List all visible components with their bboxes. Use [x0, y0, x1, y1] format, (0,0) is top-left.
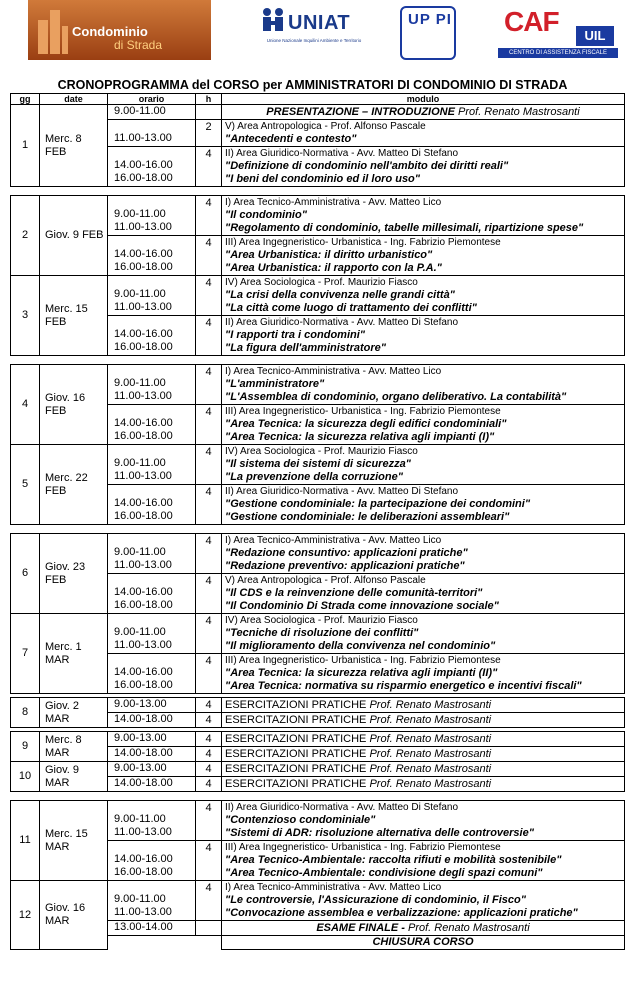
session-times: [108, 801, 196, 841]
session-time: 16.00-18.00: [114, 341, 173, 353]
logo-bar: [0, 0, 625, 64]
module-cell: [222, 120, 625, 147]
session-time: 14.00-18.00: [108, 747, 196, 762]
day-number: 3: [11, 276, 40, 356]
session-time: 11.00-13.00: [114, 470, 172, 482]
session-time: 16.00-18.00: [114, 510, 173, 522]
building-icon: [38, 6, 68, 54]
header-h: h: [196, 94, 222, 105]
pratiche-module: [222, 747, 625, 762]
table-row: [11, 105, 625, 120]
module-topic: "La figura dell'amministratore": [225, 342, 386, 354]
schedule-body: [11, 105, 625, 950]
module-cell: [222, 316, 625, 356]
exam-hours: [196, 921, 222, 936]
module-area: IV) Area Sociologica - Prof. Maurizio Fiasco: [225, 615, 418, 626]
session-time: 14.00-16.00: [114, 417, 173, 429]
session-time: 11.00-13.00: [114, 906, 172, 918]
pratiche-module: [222, 777, 625, 792]
session-times: [108, 485, 196, 525]
session-hours: 4: [196, 713, 222, 728]
session-time: 9.00-11.00: [114, 813, 166, 825]
session-times: [108, 574, 196, 614]
session-hours: 4: [196, 732, 222, 747]
module-topic: "Il miglioramento della convivenza nel condominio": [225, 640, 496, 652]
module-area: IV) Area Sociologica - Prof. Maurizio Fiasco: [225, 446, 418, 457]
closing-title: CHIUSURA CORSO: [372, 936, 474, 948]
pratiche-professor: Prof. Renato Mastrosanti: [369, 778, 492, 790]
module-topic: "Il Condominio Di Strada come innovazione sociale": [225, 600, 499, 612]
session-time: 9.00-11.00: [108, 105, 196, 120]
session-times: [108, 654, 196, 694]
pratiche-module: [222, 732, 625, 747]
module-cell: [222, 147, 625, 187]
module-cell: [222, 614, 625, 654]
day-date: Giov. 23 FEB: [40, 534, 108, 614]
module-area: II) Area Giuridico-Normativa - Avv. Matteo Di Stefano: [225, 317, 459, 328]
module-cell: [222, 196, 625, 236]
pratiche-title: ESERCITAZIONI PRATICHE: [225, 778, 367, 790]
session-time: 14.00-16.00: [114, 586, 173, 598]
module-topic: "Regolamento di condominio, tabelle millesimali, ripartizione spese": [225, 222, 584, 234]
module-cell: [222, 405, 625, 445]
session-time: 9.00-11.00: [114, 457, 166, 469]
session-time: 9.00-11.00: [114, 208, 166, 220]
day-date: Merc. 15 FEB: [40, 276, 108, 356]
day-date: Merc. 1 MAR: [40, 614, 108, 694]
session-hours: 4: [196, 316, 222, 356]
header-gg: gg: [11, 94, 40, 105]
exam-professor: Prof. Renato Mastrosanti: [408, 921, 530, 934]
session-hours: 4: [196, 747, 222, 762]
module-topic: "Area Tecnico-Ambientale: raccolta rifiuti e mobilità sostenibile": [225, 854, 562, 866]
table-row: [11, 732, 625, 747]
module-area: IV) Area Sociologica - Prof. Maurizio Fiasco: [225, 277, 418, 288]
session-time: 11.00-13.00: [114, 132, 172, 144]
day-date: Giov. 9 FEB: [40, 196, 108, 276]
session-time: 14.00-18.00: [108, 777, 196, 792]
table-row: [11, 698, 625, 713]
session-times: [108, 236, 196, 276]
uniat-logo: [258, 4, 368, 56]
session-hours: 4: [196, 534, 222, 574]
module-cell: [222, 574, 625, 614]
session-hours: 4: [196, 276, 222, 316]
module-topic: "L'amministratore": [225, 378, 325, 390]
module-topic: "Sistemi di ADR: risoluzione alternativa delle controversie": [225, 827, 534, 839]
module-area: I) Area Tecnico-Amministrativa - Avv. Matteo Lico: [225, 882, 442, 893]
session-hours: 4: [196, 365, 222, 405]
session-time: 11.00-13.00: [114, 559, 172, 571]
session-times: [108, 196, 196, 236]
intro-professor: Prof. Renato Mastrosanti: [458, 105, 580, 118]
day-number: 7: [11, 614, 40, 694]
day-number: 4: [11, 365, 40, 445]
pratiche-professor: Prof. Renato Mastrosanti: [369, 699, 492, 711]
module-topic: "La prevenzione della corruzione": [225, 471, 403, 483]
day-number: 8: [11, 698, 40, 728]
uniat-logo-sub: Unione Nazionale Inquilini Ambiente e Territorio: [266, 38, 362, 43]
session-hours: 4: [196, 614, 222, 654]
module-topic: "I rapporti tra i condomini": [225, 329, 365, 341]
module-topic: "L'Assemblea di condominio, organo deliberativo. La contabilità": [225, 391, 567, 403]
day-date: Merc. 15 MAR: [40, 801, 108, 881]
module-topic: "Il condominio": [225, 209, 307, 221]
table-row: [11, 196, 625, 236]
session-hours: 4: [196, 196, 222, 236]
session-time: 14.00-16.00: [114, 853, 173, 865]
session-hours: 4: [196, 147, 222, 187]
header-orario: orario: [108, 94, 196, 105]
module-topic: "Area Urbanistica: il diritto urbanistico": [225, 249, 433, 261]
session-time: 9.00-11.00: [114, 288, 166, 300]
session-time: 16.00-18.00: [114, 430, 173, 442]
pratiche-professor: Prof. Renato Mastrosanti: [369, 763, 492, 775]
module-topic: "Area Urbanistica: il rapporto con la P.A.": [225, 262, 442, 274]
uil-logo-text: UIL: [576, 26, 614, 46]
session-time: 9.00-11.00: [114, 626, 166, 638]
pratiche-title: ESERCITAZIONI PRATICHE: [225, 733, 367, 745]
session-time: 9.00-13.00: [108, 762, 196, 777]
pratiche-professor: Prof. Renato Mastrosanti: [369, 748, 492, 760]
table-row: [11, 614, 625, 654]
table-header-row: [11, 94, 625, 105]
pratiche-module: [222, 762, 625, 777]
page-title: CRONOPROGRAMMA del CORSO per AMMINISTRATORI DI CONDOMINIO DI STRADA: [57, 78, 568, 92]
intro-module: [222, 105, 625, 120]
session-times: [108, 365, 196, 405]
session-times: [108, 445, 196, 485]
module-topic: "Contenzioso condominiale": [225, 814, 376, 826]
house-icon: [260, 6, 286, 32]
session-time: 11.00-13.00: [114, 390, 172, 402]
module-topic: "Area Tecnica: normativa su risparmio energetico e incentivi fiscali": [225, 680, 582, 692]
caf-uil-logo: [498, 6, 620, 60]
module-area: II) Area Giuridico-Normativa - Avv. Matteo Di Stefano: [225, 486, 459, 497]
session-hours: 2: [196, 120, 222, 147]
uppi-logo: [400, 6, 456, 60]
module-area: III) Area Ingegneristico- Urbanistica - Ing. Fabrizio Piemontese: [225, 655, 501, 666]
session-times: [108, 316, 196, 356]
caf-logo-sub: CENTRO DI ASSISTENZA FISCALE: [498, 48, 618, 58]
condominio-di-strada-logo: [28, 0, 211, 60]
module-cell: [222, 654, 625, 694]
day-date: Giov. 9 MAR: [40, 762, 108, 792]
table-row: [11, 445, 625, 485]
module-area: III) Area Ingegneristico- Urbanistica - Ing. Fabrizio Piemontese: [225, 237, 501, 248]
session-time: 11.00-13.00: [114, 301, 172, 313]
session-hours: 4: [196, 801, 222, 841]
session-hours: 4: [196, 445, 222, 485]
table-row: [11, 881, 625, 921]
day-date: Giov. 16 FEB: [40, 365, 108, 445]
session-times: [108, 841, 196, 881]
session-time: 14.00-18.00: [108, 713, 196, 728]
intro-title: PRESENTAZIONE – INTRODUZIONE: [266, 105, 455, 118]
session-hours: 4: [196, 236, 222, 276]
session-hours: 4: [196, 485, 222, 525]
module-cell: [222, 365, 625, 405]
module-topic: "Il CDS e la reinvenzione delle comunità-territori": [225, 587, 483, 599]
module-cell: [222, 276, 625, 316]
day-number: 2: [11, 196, 40, 276]
pratiche-module: [222, 698, 625, 713]
module-topic: "Redazione preventivo: applicazioni pratiche": [225, 560, 465, 572]
module-area: II) Area Giuridico-Normativa - Avv. Matteo Di Stefano: [225, 802, 459, 813]
day-date: Merc. 8 MAR: [40, 732, 108, 762]
day-number: 12: [11, 881, 40, 950]
day-number: 5: [11, 445, 40, 525]
session-time: 9.00-13.00: [108, 698, 196, 713]
session-hours: 4: [196, 654, 222, 694]
day-number: 9: [11, 732, 40, 762]
session-time: 9.00-11.00: [114, 546, 166, 558]
session-time: 16.00-18.00: [114, 599, 173, 611]
module-topic: "La crisi della convivenza nelle grandi città": [225, 289, 455, 301]
session-times: [108, 881, 196, 921]
schedule-table: [10, 93, 625, 950]
module-cell: [222, 881, 625, 921]
exam-module: [222, 921, 625, 936]
session-times: [108, 405, 196, 445]
module-topic: "Convocazione assemblea e verbalizzazione: applicazioni pratiche": [225, 907, 578, 919]
pratiche-title: ESERCITAZIONI PRATICHE: [225, 763, 367, 775]
module-area: III) Area Ingegneristico- Urbanistica - Ing. Fabrizio Piemontese: [225, 842, 501, 853]
session-hours: 4: [196, 698, 222, 713]
session-times: [108, 147, 196, 187]
module-cell: [222, 236, 625, 276]
module-area: I) Area Tecnico-Amministrativa - Avv. Matteo Lico: [225, 197, 442, 208]
session-time: 14.00-16.00: [114, 666, 173, 678]
session-hours: 4: [196, 405, 222, 445]
pratiche-title: ESERCITAZIONI PRATICHE: [225, 748, 367, 760]
module-topic: "Area Tecnica: la sicurezza relativa agli impianti (I)": [225, 431, 495, 443]
condominio-logo-line2: di Strada: [114, 38, 163, 52]
module-cell: [222, 534, 625, 574]
session-hours: 4: [196, 841, 222, 881]
session-hours: 4: [196, 777, 222, 792]
day-date: Giov. 16 MAR: [40, 881, 108, 950]
day-date: Giov. 2 MAR: [40, 698, 108, 728]
exam-title: ESAME FINALE -: [316, 921, 405, 934]
course-closing: [222, 936, 625, 950]
module-topic: "Gestione condominiale: le deliberazioni assembleari": [225, 511, 510, 523]
module-topic: "Area Tecnica: la sicurezza relativa agli impianti (II)": [225, 667, 498, 679]
pratiche-module: [222, 713, 625, 728]
uniat-logo-name: UNIAT: [288, 12, 351, 34]
exam-time: 13.00-14.00: [108, 921, 196, 936]
module-cell: [222, 801, 625, 841]
module-topic: "Antecedenti e contesto": [225, 133, 357, 145]
condominio-logo-line1: Condominio: [72, 24, 148, 39]
module-cell: [222, 445, 625, 485]
session-times: [108, 276, 196, 316]
caf-logo-text: CAF: [504, 6, 559, 37]
module-topic: "I beni del condominio ed il loro uso": [225, 173, 420, 185]
module-topic: "Area Tecnico-Ambientale: condivisione degli spazi comuni": [225, 867, 543, 879]
module-topic: "Il sistema dei sistemi di sicurezza": [225, 458, 411, 470]
pratiche-professor: Prof. Renato Mastrosanti: [369, 733, 492, 745]
module-topic: "Gestione condominiale: la partecipazione dei condomini": [225, 498, 531, 510]
table-row: [11, 762, 625, 777]
session-times: [108, 614, 196, 654]
session-time: 9.00-13.00: [108, 732, 196, 747]
day-date: Merc. 22 FEB: [40, 445, 108, 525]
module-area: I) Area Tecnico-Amministrativa - Avv. Matteo Lico: [225, 535, 442, 546]
module-area: V) Area Antropologica - Prof. Alfonso Pascale: [225, 121, 426, 132]
module-area: I) Area Tecnico-Amministrativa - Avv. Matteo Lico: [225, 366, 442, 377]
session-time: 9.00-11.00: [114, 893, 166, 905]
day-date: Merc. 8 FEB: [40, 105, 108, 187]
pratiche-professor: Prof. Renato Mastrosanti: [369, 714, 492, 726]
pratiche-title: ESERCITAZIONI PRATICHE: [225, 714, 367, 726]
session-time: 9.00-11.00: [114, 377, 166, 389]
session-hours: [196, 105, 222, 120]
session-time: 16.00-18.00: [114, 261, 173, 273]
module-topic: "Tecniche di risoluzione dei conflitti": [225, 627, 419, 639]
module-cell: [222, 485, 625, 525]
module-topic: "Redazione consuntivo: applicazioni pratiche": [225, 547, 468, 559]
table-row: [11, 276, 625, 316]
session-times: [108, 534, 196, 574]
session-time: 14.00-16.00: [114, 497, 173, 509]
pratiche-title: ESERCITAZIONI PRATICHE: [225, 699, 367, 711]
module-topic: "Le controversie, l'Assicurazione di condominio, il Fisco": [225, 894, 526, 906]
module-area: II) Area Giuridico-Normativa - Avv. Matteo Di Stefano: [225, 148, 459, 159]
table-row: [11, 365, 625, 405]
module-area: V) Area Antropologica - Prof. Alfonso Pascale: [225, 575, 426, 586]
session-time: 16.00-18.00: [114, 172, 173, 184]
header-modulo: modulo: [222, 94, 625, 105]
table-row: [11, 801, 625, 841]
session-hours: 4: [196, 574, 222, 614]
module-topic: "Area Tecnica: la sicurezza degli edifici condominiali": [225, 418, 507, 430]
session-time: 11.00-13.00: [114, 639, 172, 651]
session-times: [108, 120, 196, 147]
module-topic: "Definizione di condominio nell'ambito dei diritti reali": [225, 160, 509, 172]
session-time: 14.00-16.00: [114, 328, 173, 340]
session-time: 11.00-13.00: [114, 221, 172, 233]
session-time: 14.00-16.00: [114, 159, 173, 171]
header-date: date: [40, 94, 108, 105]
session-hours: 4: [196, 762, 222, 777]
module-cell: [222, 841, 625, 881]
day-number: 6: [11, 534, 40, 614]
day-number: 11: [11, 801, 40, 881]
session-time: 14.00-16.00: [114, 248, 173, 260]
day-number: 10: [11, 762, 40, 792]
session-time: 16.00-18.00: [114, 679, 173, 691]
session-time: 11.00-13.00: [114, 826, 172, 838]
module-topic: "La città come luogo di trattamento dei conflitti": [225, 302, 477, 314]
day-number: 1: [11, 105, 40, 187]
session-hours: 4: [196, 881, 222, 921]
session-time: 16.00-18.00: [114, 866, 173, 878]
table-row: [11, 534, 625, 574]
module-area: III) Area Ingegneristico- Urbanistica - Ing. Fabrizio Piemontese: [225, 406, 501, 417]
uppi-logo-text: UP PI: [408, 11, 452, 28]
